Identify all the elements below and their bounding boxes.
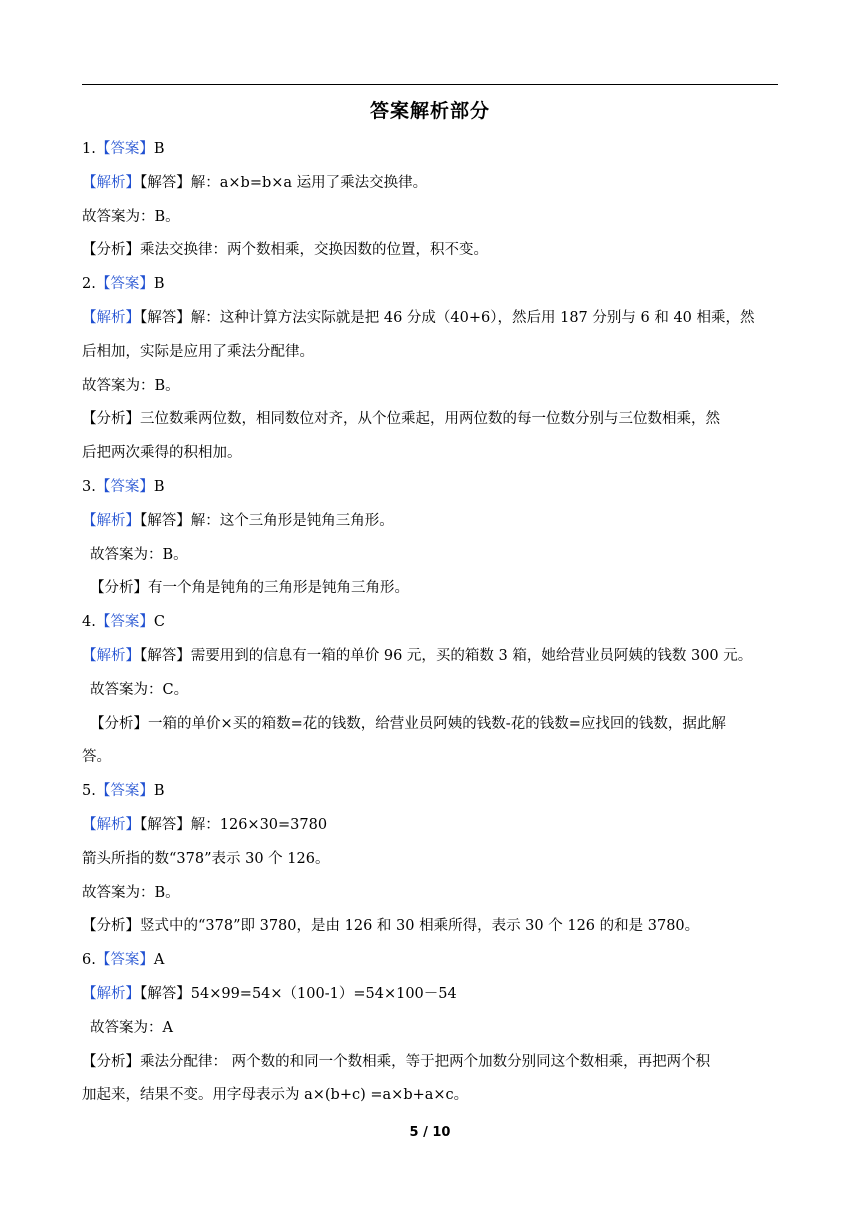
analysis-tag: 【解析】 — [82, 647, 140, 664]
analysis-line: 【分析】竖式中的“378”即 3780，是由 126 和 30 相乘所得，表示 30 个 126 的和是 3780。 — [82, 918, 700, 935]
analysis-line-cont: 答。 — [82, 749, 111, 766]
answer-value: B — [153, 276, 165, 293]
analysis-tag: 【解析】 — [82, 816, 140, 833]
page-title: 答案解析部分 — [369, 100, 490, 122]
solution-line — [82, 978, 778, 1012]
question-number: 6. — [82, 952, 96, 969]
answer-line-1 — [82, 133, 778, 167]
answer-value: B — [153, 478, 165, 495]
analysis-line: 【分析】三位数乘两位数，相同数位对齐，从个位乘起，用两位数的每一位数分别与三位数相乘，然 — [82, 411, 720, 428]
solution-line — [82, 302, 778, 336]
answer-list — [82, 133, 778, 1113]
answer-value: B — [153, 141, 165, 157]
answer-tag: 【答案】 — [95, 952, 154, 969]
answer-tag: 【答案】 — [95, 614, 154, 631]
solution-text: 【解答】解：a×b=b×a 运用了乘法交换律。 — [140, 174, 428, 191]
answer-line-5 — [82, 775, 778, 809]
solution-line-cont: 箭头所指的数“378”表示 30 个 126。 — [82, 850, 330, 867]
result-line: 故答案为：A — [90, 1019, 173, 1036]
question-number: 4. — [82, 614, 96, 631]
answer-line-6 — [82, 944, 778, 978]
analysis-line: 【分析】乘法交换律：两个数相乘，交换因数的位置，积不变。 — [82, 242, 488, 259]
answer-line-2 — [82, 268, 778, 302]
answer-value: A — [153, 952, 165, 969]
answer-tag: 【答案】 — [95, 276, 154, 293]
analysis-tag: 【解析】 — [82, 985, 140, 1002]
solution-text: 【解答】需要用到的信息有一箱的单价 96 元，买的箱数 3 箱，她给营业员阿姨的钱数 300 元。 — [140, 647, 753, 664]
solution-line-cont: 后相加，实际是应用了乘法分配律。 — [82, 343, 314, 360]
answer-tag: 【答案】 — [95, 141, 154, 157]
result-line: 故答案为：B。 — [82, 884, 180, 901]
analysis-tag: 【解析】 — [82, 174, 140, 191]
solution-text: 【解答】解：这个三角形是钝角三角形。 — [140, 512, 394, 529]
question-number: 3. — [82, 478, 96, 495]
answer-line-4 — [82, 606, 778, 640]
solution-text: 【解答】解：126×30=3780 — [140, 816, 328, 833]
result-line: 故答案为：B。 — [82, 377, 180, 394]
solution-line — [82, 640, 778, 674]
analysis-tag: 【解析】 — [82, 512, 140, 529]
solution-text: 【解答】解：这种计算方法实际就是把 46 分成（40+6），然后用 187 分别与 6 和 40 相乘，然 — [140, 309, 755, 326]
solution-line — [82, 167, 778, 201]
analysis-line: 【分析】乘法分配律： 两个数的和同一个数相乘，等于把两个加数分别同这个数相乘，再把两个积 — [82, 1053, 711, 1070]
header-rule — [82, 84, 778, 85]
analysis-line-cont: 加起来，结果不变。用字母表示为 a×(b+c) =a×b+a×c。 — [82, 1087, 469, 1104]
result-line: 故答案为：B。 — [82, 208, 180, 225]
answer-value: C — [153, 614, 165, 631]
result-line: 故答案为：C。 — [90, 681, 189, 698]
result-line: 故答案为：B。 — [90, 546, 188, 563]
answer-tag: 【答案】 — [95, 478, 154, 495]
solution-line — [82, 505, 778, 539]
answer-tag: 【答案】 — [95, 783, 154, 800]
analysis-line-cont: 后把两次乘得的积相加。 — [82, 445, 242, 462]
question-number: 5. — [82, 783, 96, 800]
question-number: 2. — [82, 276, 96, 293]
solution-text: 【解答】54×99=54×（100-1）=54×100－54 — [140, 985, 457, 1002]
page-number: 5 / 10 — [409, 1125, 451, 1140]
solution-line — [82, 809, 778, 843]
analysis-line: 【分析】一箱的单价×买的箱数=花的钱数，给营业员阿姨的钱数-花的钱数=应找回的钱数，据此解 — [90, 715, 726, 732]
answer-value: B — [153, 783, 165, 800]
analysis-tag: 【解析】 — [82, 309, 140, 326]
analysis-line: 【分析】有一个角是钝角的三角形是钝角三角形。 — [90, 580, 409, 597]
answer-line-3 — [82, 471, 778, 505]
question-number: 1. — [82, 141, 96, 157]
